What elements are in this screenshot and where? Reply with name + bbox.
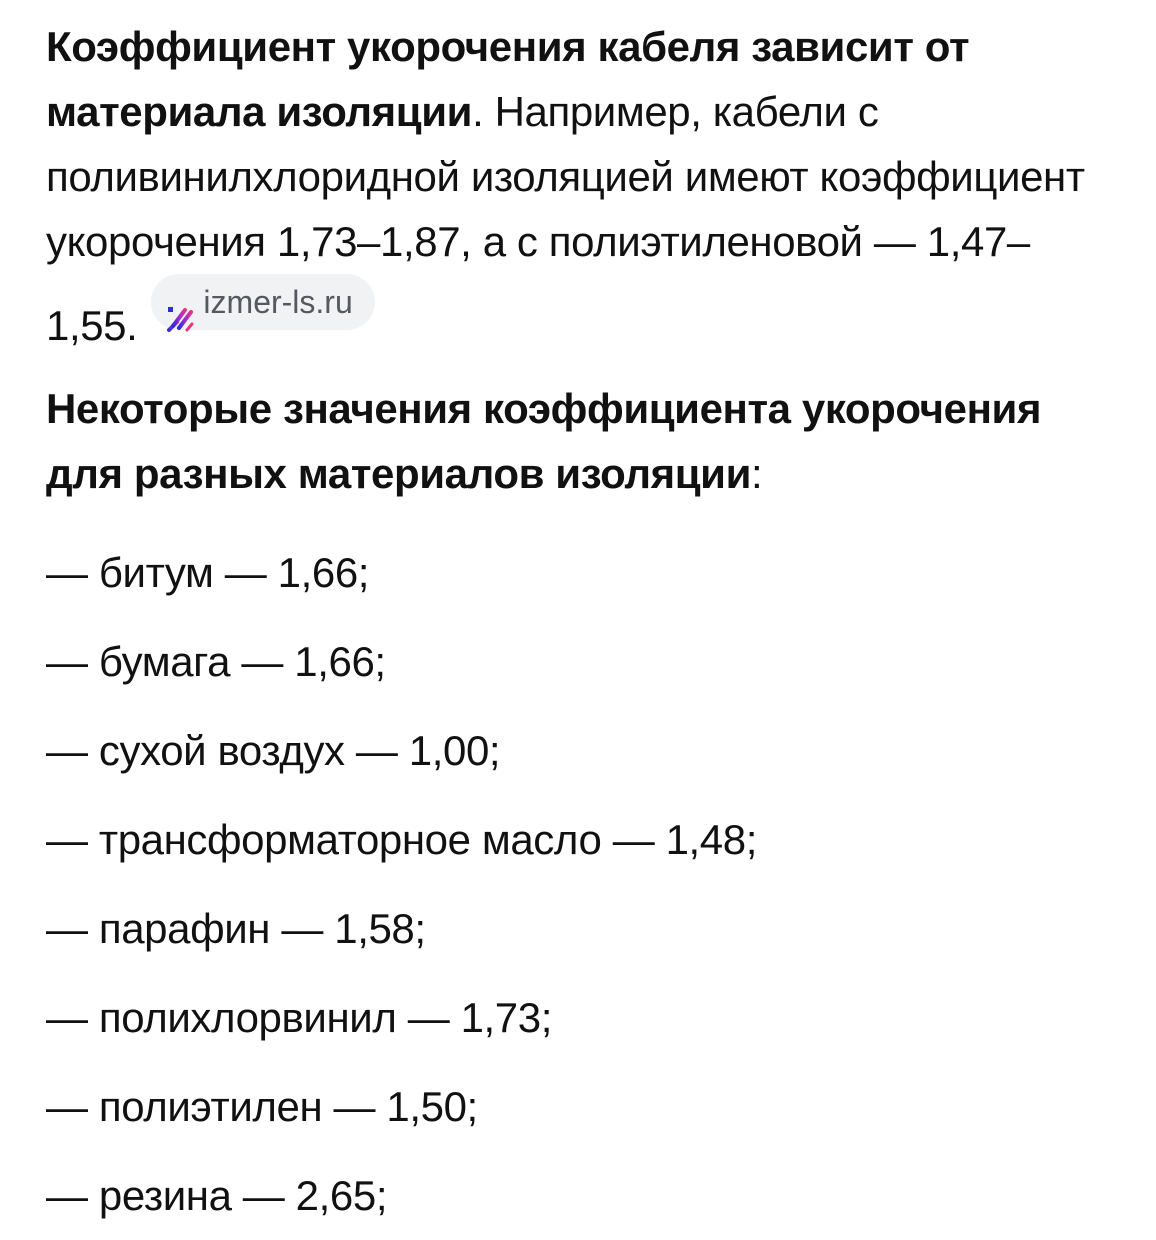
list-item: — трансформаторное масло — 1,48; xyxy=(46,816,757,863)
list-item: — сухой воздух — 1,00; xyxy=(46,727,501,774)
list-item: — парафин — 1,58; xyxy=(46,905,426,952)
list-item: — резина — 2,65; xyxy=(46,1172,388,1219)
source-link-label: izmer-ls.ru xyxy=(203,283,353,320)
section-heading-colon: : xyxy=(751,450,763,497)
section-heading-text: Некоторые значения коэффициента укорочения для разных материалов изоляции xyxy=(46,385,1042,497)
list-item: — полихлорвинил — 1,73; xyxy=(46,994,552,1041)
source-link-chip[interactable] xyxy=(151,274,374,330)
list-item: — бумага — 1,66; xyxy=(46,638,386,685)
materials-list xyxy=(46,528,1116,1240)
list-item: — битум — 1,66; xyxy=(46,549,370,596)
intro-paragraph xyxy=(46,14,1116,358)
list-item: — полиэтилен — 1,50; xyxy=(46,1083,478,1130)
intro-rest-text: . Например, кабели с поливинилхлоридной изоляцией имеют коэффициент укорочения 1,73–1,87, а с полиэтиленовой — 1,47–1,55. xyxy=(46,88,1085,349)
section-heading xyxy=(46,376,1116,506)
izmer-logo-icon xyxy=(165,287,195,317)
intro-bold-text: Коэффициент укорочения кабеля зависит от материала изоляции xyxy=(46,23,970,135)
